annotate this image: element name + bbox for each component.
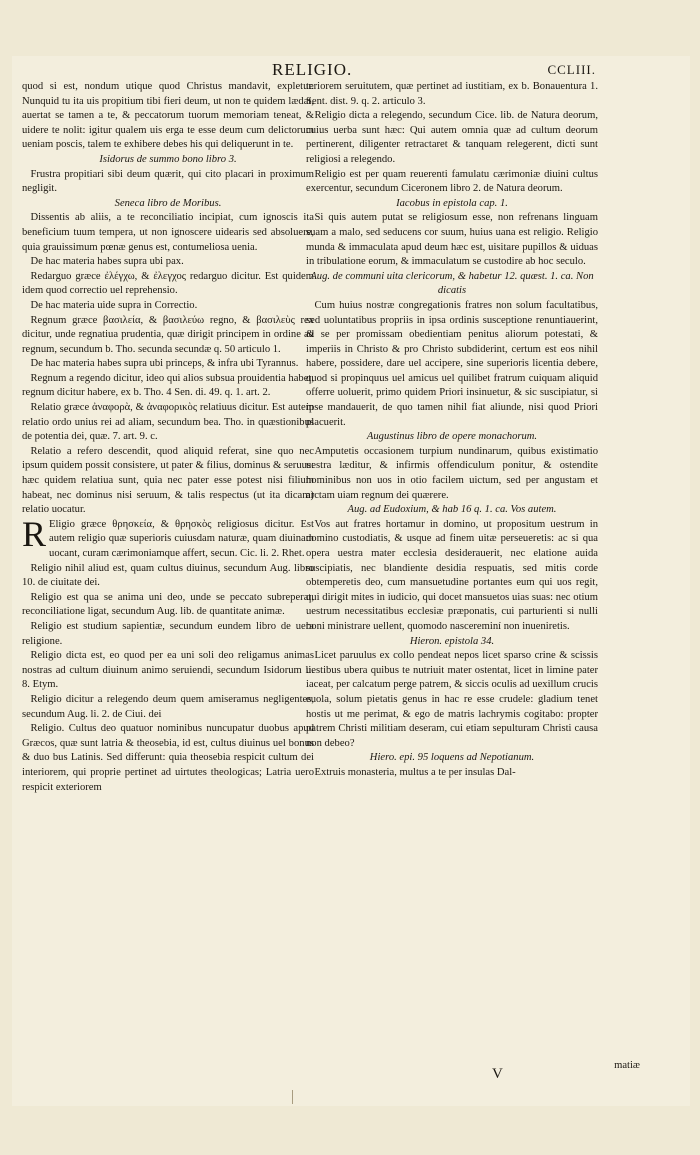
- running-title: RELIGIO.: [272, 60, 353, 79]
- citation-heading: Seneca libro de Moribus.: [114, 197, 222, 209]
- paragraph: Relatio græce ἀναφορὰ, & ἀναφορικὸς relatiuus dicitur. Est autem relatio ordo unius rei ad aliam, secundum bea. Tho. in quæstionibus de potentia dei, quæ. 7. art. 9. c.: [22, 402, 314, 443]
- paragraph: Cum huius nostræ congregationis fratres non solum facultatibus, sed uoluntatibus propriis in ipsa ordinis susceptione renuntiauerint, & se per promissam obedientiam penitus aliorum potestati, & imperiis in Christo & pro Christo subdiderint, certum est eos nihil habere, possidere, dare uel accipere, sine superioris licentia debere, quod si propinquus uel amicus uel quilibet fratrum cuiquam aliquid offerre uoluerit, primo quidem Priori insinuetur, & sic suscipiatur, si ipse mandauerit, de quo tamen nihil fiat aliunde, nisi quod Priori placuerit.: [306, 299, 598, 428]
- paragraph: Religio dicta a relegendo, secundum Cice. lib. de Natura deorum, cuius uerba sunt hæc: Qui autem omnia quæ ad cultum deorum pertinerent, diligenter retractaret & tanquam relegerent, dicti sunt religiosi a relegendo.: [306, 110, 598, 165]
- paragraph: De hac materia uide supra in Correctio.: [30, 299, 198, 311]
- paragraph: Religio est per quam reuerenti famulatu cærimoniæ diuini cultus exercentur, secundum Ciceronem libro 2. de Natura deorum.: [306, 168, 598, 195]
- citation-heading: Hieron. epistola 34.: [409, 635, 495, 647]
- paragraph: Religio est qua se anima uni deo, unde se peccato subreperat, reconciliatione ligat, secundum Aug. lib. de quantitate animæ.: [22, 591, 314, 618]
- paragraph: Religio dicta est, eo quod per ea uni soli deo religamus animas nostras ad cultum diuinum animo seruiendi, secundum Isidorum li. 8. Etym.: [22, 650, 314, 691]
- citation-heading: Iacobus in epistola cap. 1.: [396, 197, 508, 209]
- paragraph: Religio. Cultus deo quatuor nominibus nuncupatur duobus apud Græcos, quæ sunt latria & theosebia, id est, cultus diuinus uel bonus & duo bus Latinis. Sed differunt: quia theosebia respicit cultum dei interiorem, qui proprie pertinet ad uirtutes theologicas; Latria uero respicit exteriorem: [22, 723, 314, 793]
- citation-heading: Hiero. epi. 95 loquens ad Nepotianum.: [369, 752, 535, 764]
- paragraph: Licet paruulus ex collo pendeat nepos licet sparso crine & scissis uestibus ubera quibus te nutriuit mater ostentat, licet in limine pater iaceat, per calcatum perge patrem, & siccis oculis ad uexillum crucis euola, solum pietatis genus in hac re esse crudele: gladium tenet hostis ut me perimat, & ego de matris lachrymis cogitabo: propter patrem Christi militiam deseram, cui etiam sepulturam Christi causa non debeo?: [306, 650, 598, 749]
- citation-heading: Aug. de communi uita clericorum, & habetur 12. quæst. 1. ca. Non dicatis: [310, 270, 594, 297]
- paragraph: Religio nihil aliud est, quam cultus diuinus, secundum Aug. libro 10. de ciuitate dei.: [22, 562, 314, 589]
- paragraph: Regnum græce βασιλεία, & βασιλεύω regno, & βασιλεὺς rex dicitur, unde regnatiua prudentia, quæ dirigit principem in ordine ad regnum, secundum b. Tho. secunda secundæ q. 50 articulo 1.: [22, 314, 314, 355]
- paragraph: Frustra propitiari sibi deum quærit, qui cito placari in proximum negligit.: [22, 168, 314, 195]
- folio-number: CCLIII.: [547, 62, 596, 77]
- paragraph: De hac materia habes supra ubi princeps, & infra ubi Tyrannus.: [30, 358, 299, 370]
- paragraph: Dissentis ab aliis, a te reconciliatio incipiat, cum ignoscis ita beneficium tuum tempera, ut non ignoscere uidearis sed absoluere, quia grauissimum pœnæ genus est, contumeliosa uenia.: [22, 212, 314, 253]
- paragraph: Extruis monasteria, multus a te per insulas Dal-: [314, 766, 516, 778]
- signature-mark: V: [492, 1066, 503, 1082]
- left-column: [22, 80, 314, 795]
- paper-mark: [292, 1090, 297, 1104]
- paragraph: teriorem seruitutem, quæ pertinet ad iustitiam, ex b. Bonauentura 1. Sent. dist. 9. q. 2. articulo 3.: [306, 81, 598, 107]
- paragraph-dropcap: [22, 513, 314, 562]
- citation-heading: Augustinus libro de opere monachorum.: [366, 431, 538, 443]
- paragraph: quod si est, nondum utique quod Christus mandavit, expletur. Nunquid tu ita uis propitium tibi fieri deum, ut non te quidem lædat, auertat se tamen a te, & peccatorum tuorum memoriam teneat, & uidere te nolit: igitur qualem uis erga te esse deum cum delictorum ueniam poscis, talem te exhibere debes his qui deliquerunt in te.: [22, 81, 314, 151]
- paragraph: Relatio a refero descendit, quod aliquid referat, sine quo nec ipsum quidem possit consistere, ut pater & filius, dominus & seruus: hæc quidem relatiua sunt, quia nec pater esse potest nisi filium habeat, nec dominus nisi seruum, & talis respectus (ut ita dicam) relatio uocatur.: [22, 445, 314, 516]
- paragraph: De hac materia habes supra ubi pax.: [30, 256, 184, 268]
- paragraph: Si quis autem putat se religiosum esse, non refrenans linguam suam a malo, sed seducens cor suum, huius uana est religio. Religio munda & immaculata apud deum hæc est, uisitare pupillos & uiduas in tribulatione eorum, & immaculatum se custodire ab hoc seculo.: [306, 212, 598, 268]
- right-column: [306, 80, 598, 781]
- citation-heading: Isidorus de summo bono libro 3.: [99, 153, 237, 165]
- citation-heading: Aug. ad Eudoxium, & hab 16 q. 1. ca. Vos autem.: [347, 504, 557, 516]
- paragraph-text: Eligio græce θρησκεία, & θρησκὸς religiosus dicitur. Est autem religio quæ superioris cuiusdam naturæ, quam diuinam uocant, curam cærimoniamque affert, secun. Cic. li. 2. Rhet.: [49, 518, 314, 559]
- paragraph: Redarguo græce ἐλέγχω, & ἐλεγχος redarguo dicitur. Est quidem idem quod correctio uel reprehensio.: [22, 270, 314, 297]
- paragraph: Vos aut fratres hortamur in domino, ut propositum uestrum in domino custodiatis, & usque ad finem uitæ perseueretis: ac si qua opera uestra mater ecclesia desiderauerit, nec elatione auida suscipiatis, nec blandiente desidia respuatis, sed mitis corde obtemperetis deo, cum mansuetudine portantes eum qui uos regit, qui dirigit mites in iudicio, qui docet mansuetos uias suas: nec otium uestrum necessitatibus ecclesiæ præponatis, cui parturienti si nulli boni ministrare uellent, quomodo nascereminí non inueniretis.: [306, 518, 598, 632]
- paragraph: Amputetis occasionem turpium nundinarum, quibus existimatio uestra læditur, & infirmis offendiculum ponitur, & ostendite hominibus non uos in otio facilem uictum, sed per angustam et arctam uiam regnum dei quærere.: [306, 445, 598, 501]
- dropcap-letter: R: [22, 513, 47, 554]
- paragraph: Religio est studium sapientiæ, secundum eundem libro de uera religione.: [22, 620, 314, 647]
- paragraph: Religio dicitur a relegendo deum quem amiseramus negligentes, secundum Aug. li. 2. de Ciui. dei: [22, 693, 314, 720]
- catchword: matiæ: [614, 1060, 640, 1071]
- paragraph: Regnum a regendo dicitur, ideo qui alios subsua prouidentia habet, regnum dicitur habere, ex b. Tho. 4 Sen. di. 49. q. 1. art. 2.: [22, 372, 314, 399]
